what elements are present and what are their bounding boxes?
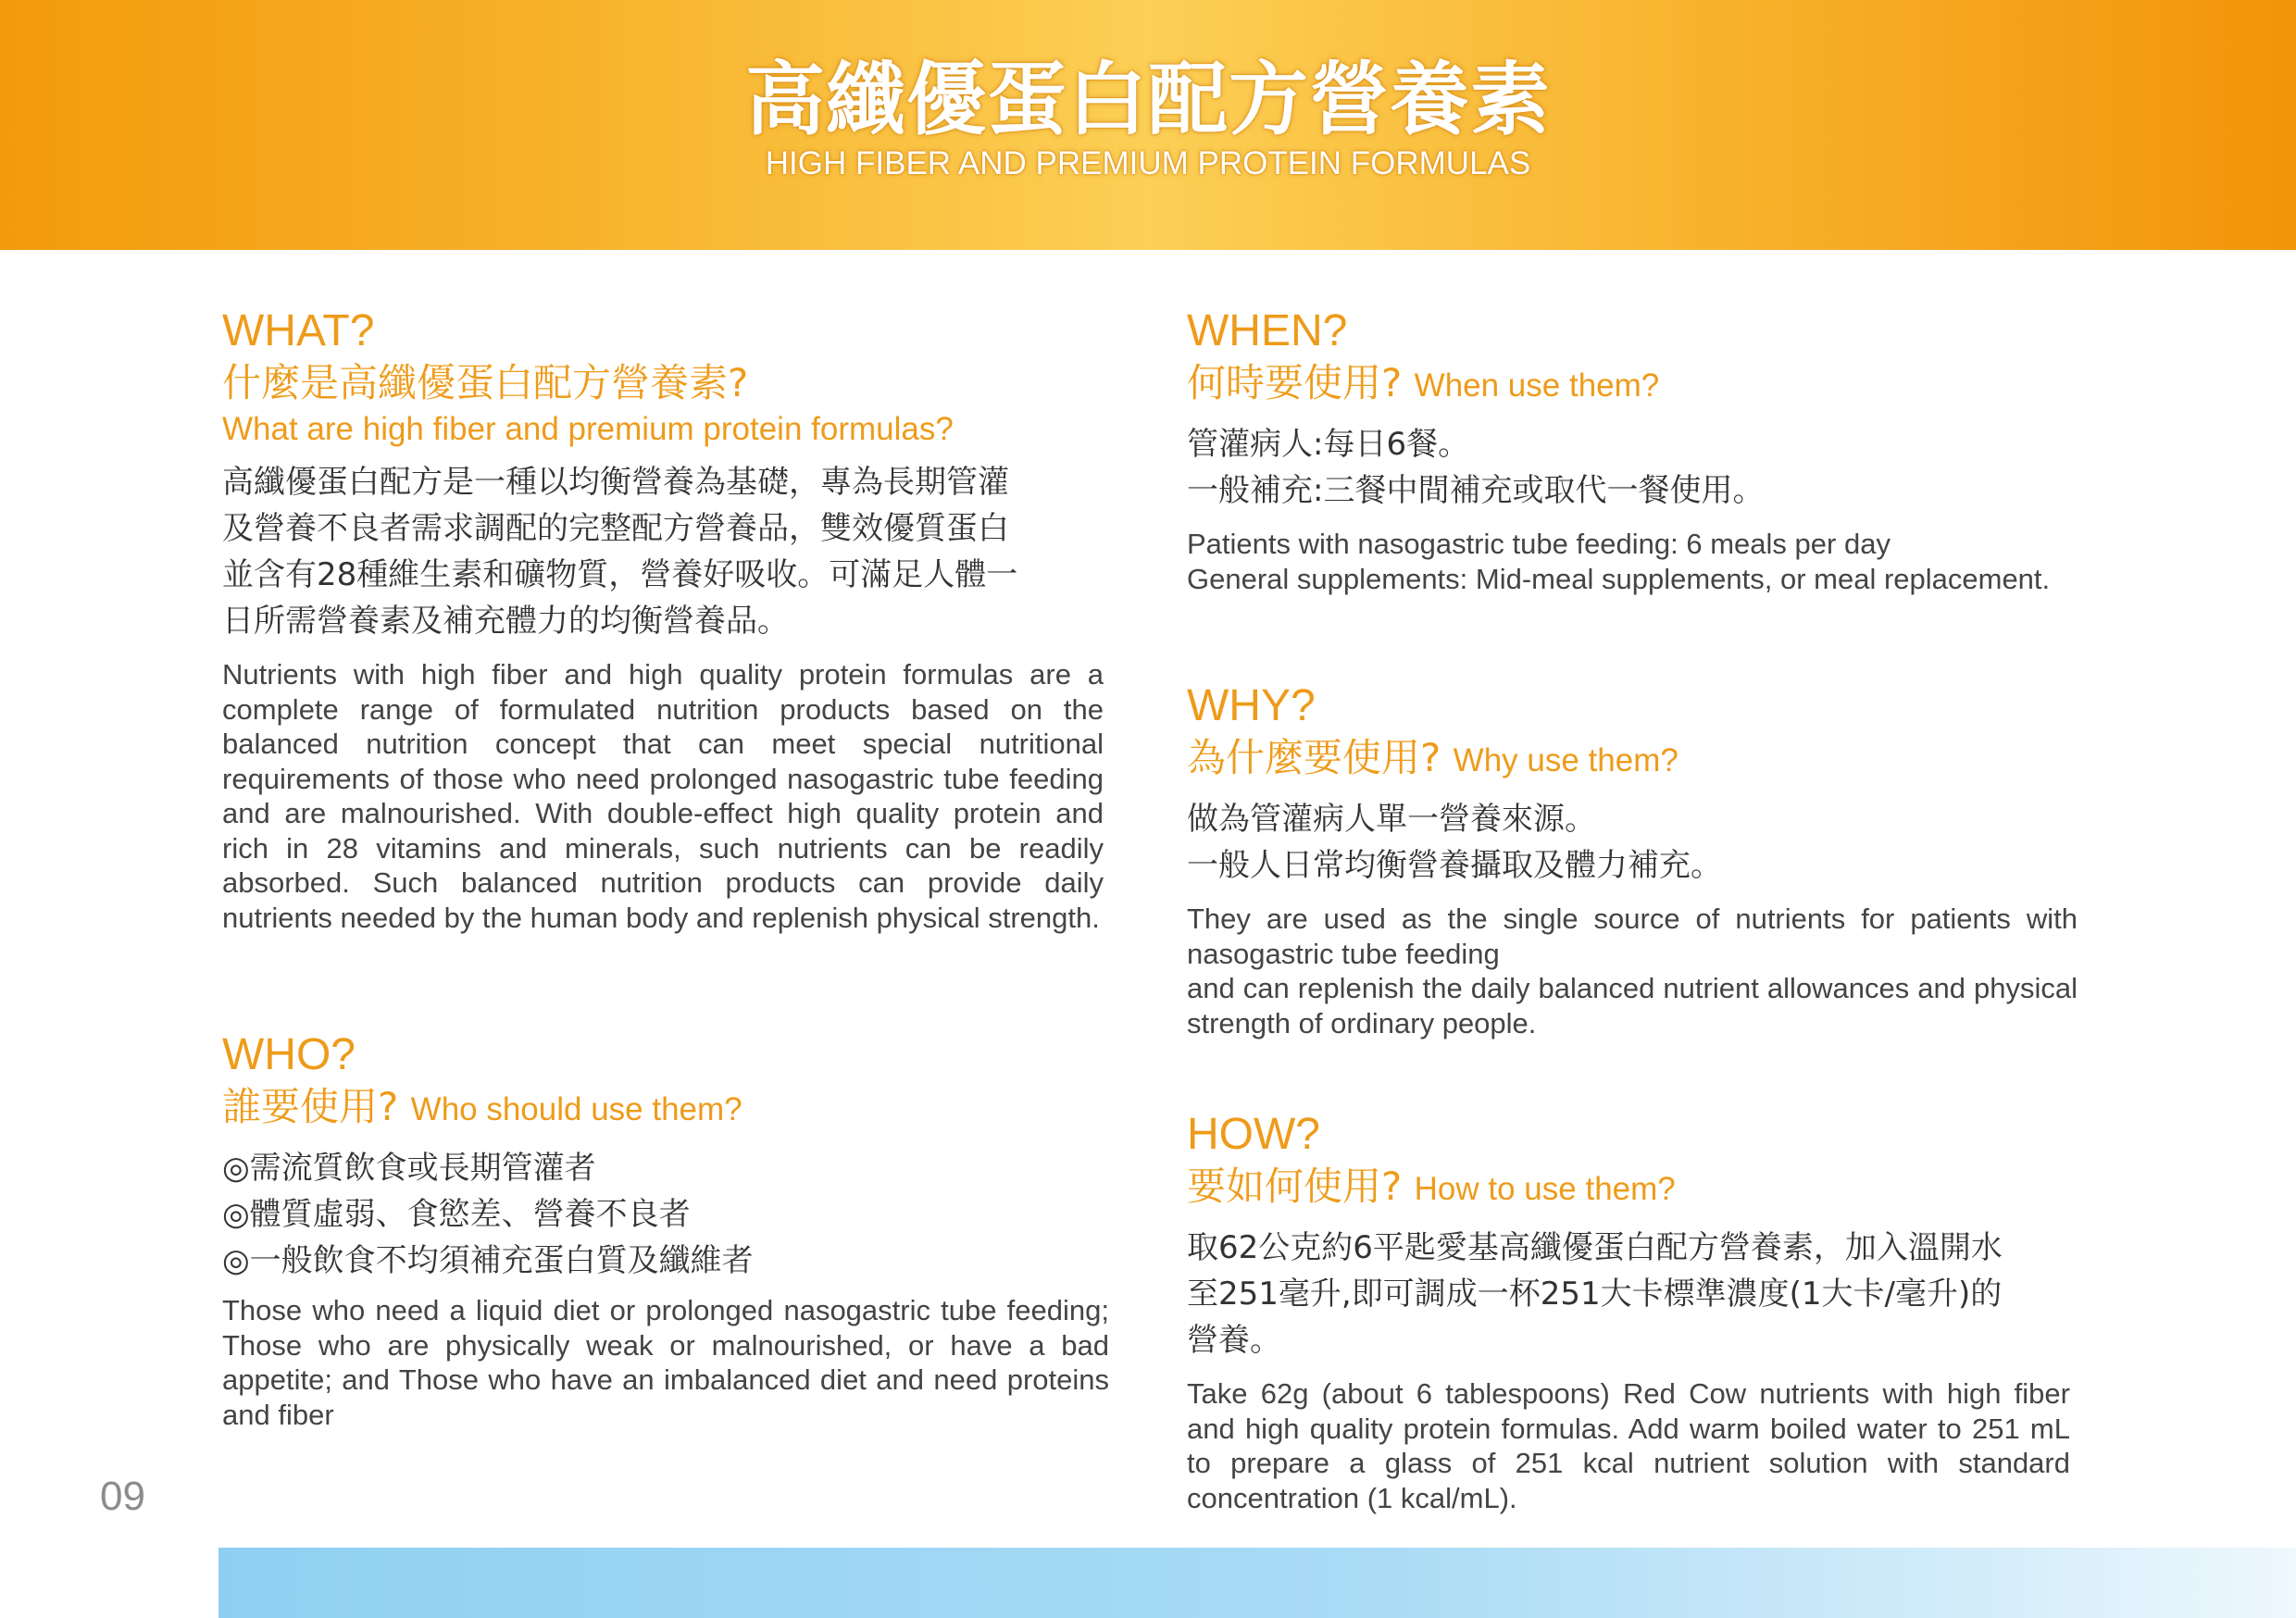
when-section [1187, 305, 2085, 596]
bottom-color-band [218, 1548, 2296, 1618]
what-subheading-en: What are high fiber and premium protein formulas? [222, 411, 954, 447]
who-body-en: Those who need a liquid diet or prolonged nasogastric tube feeding; Those who are physically weak or malnourished, or have a bad appetite; and Those who have an imbalanced diet and need proteins and fiber [222, 1294, 1109, 1431]
who-subheading [222, 1081, 1109, 1136]
why-heading: WHY? [1187, 681, 1316, 730]
what-subheading-zh: 什麼是高纖優蛋白配方營養素? [222, 360, 749, 405]
why-body-en-line: and can replenish the daily balanced nutrient allowances and physical strength of ordinary people. [1187, 972, 2078, 1039]
how-subheading [1187, 1161, 2070, 1215]
when-subheading-en: When use them? [1414, 367, 1660, 404]
who-body-zh [222, 1145, 1109, 1284]
why-subheading-en: Why use them? [1453, 742, 1678, 778]
why-body-zh-line: 做為管灌病人單一營養來源。 [1187, 801, 1596, 838]
when-body-en-line: Patients with nasogastric tube feeding: 6 meals per day [1187, 528, 1890, 560]
how-subheading-en: How to use them? [1414, 1171, 1676, 1207]
how-subheading-zh: 要如何使用? [1187, 1164, 1403, 1209]
how-heading: HOW? [1187, 1110, 1320, 1159]
header-banner [0, 0, 2296, 250]
why-body-zh [1187, 796, 2078, 889]
what-body-zh [222, 459, 1104, 644]
what-body-zh-line: 並含有28種維生素和礦物質，營養好吸收。可滿足人體一 [222, 556, 1018, 593]
banner-title: 高纖優蛋白配方營養素 [745, 54, 1551, 146]
who-section [222, 1029, 1109, 1432]
why-body-en [1187, 902, 2078, 1040]
page-number: 09 [100, 1474, 145, 1519]
when-subheading-zh: 何時要使用? [1187, 360, 1403, 405]
why-subheading-zh: 為什麼要使用? [1187, 735, 1441, 780]
what-body-zh-line: 日所需營養素及補充體力的均衡營養品。 [222, 603, 789, 640]
how-body-en: Take 62g (about 6 tablespoons) Red Cow nutrients with high fiber and high quality protein formulas. Add warm boiled water to 251 mL to prepare a glass of 251 kcal nutrient solution with standard concentration (1 kcal/mL). [1187, 1377, 2070, 1514]
how-body-zh-line: 取62公克約6平匙愛基高纖優蛋白配方營養素，加入溫開水 [1187, 1229, 2003, 1266]
who-heading: WHO? [222, 1030, 356, 1079]
when-body-zh-line: 一般補充:三餐中間補充或取代一餐使用。 [1187, 472, 1765, 509]
how-body-zh [1187, 1225, 2070, 1363]
when-body-en-line: General supplements: Mid-meal supplements, or meal replacement. [1187, 562, 2051, 595]
who-subheading-zh: 誰要使用? [222, 1084, 399, 1129]
what-body-en: Nutrients with high fiber and high quality protein formulas are a complete range of formulated nutrition products based on the balanced nutrition concept that can meet special nutritional requirements of those who need prolonged nasogastric tube feeding and are malnourished. With double-effect high quality protein and rich in 28 vitamins and minerals, such nutrients can be readily absorbed. Such balanced nutrition products can provide daily nutrients needed by the human body and replenish physical strength. [222, 658, 1104, 934]
why-body-en-line: They are used as the single source of nutrients for patients with nasogastric tube feeding [1187, 902, 2078, 970]
who-subheading-en: Who should use them? [410, 1091, 742, 1127]
how-body-zh-line: 營養。 [1187, 1322, 1281, 1359]
what-heading: WHAT? [222, 306, 375, 355]
who-body-zh-line: ◎一般飲食不均須補充蛋白質及纖維者 [222, 1242, 754, 1279]
when-body-zh-line: 管灌病人:每日6餐。 [1187, 426, 1470, 463]
when-body-zh [1187, 421, 2085, 514]
why-section [1187, 680, 2078, 1040]
what-body-zh-line: 高纖優蛋白配方是一種以均衡營養為基礎，專為長期管灌 [222, 464, 1009, 501]
when-subheading [1187, 357, 2085, 412]
why-body-zh-line: 一般人日常均衡營養攝取及體力補充。 [1187, 847, 1722, 884]
when-body-en [1187, 527, 2085, 596]
when-heading: WHEN? [1187, 306, 1348, 355]
who-body-zh-line: ◎需流質飲食或長期管灌者 [222, 1150, 596, 1187]
who-body-zh-line: ◎體質虛弱、食慾差、營養不良者 [222, 1196, 691, 1233]
how-section [1187, 1109, 2070, 1515]
what-body-zh-line: 及營養不良者需求調配的完整配方營養品，雙效優質蛋白 [222, 510, 1009, 547]
banner-subtitle: HIGH FIBER AND PREMIUM PROTEIN FORMULAS [765, 145, 1531, 181]
how-body-zh-line: 至251毫升,即可調成一杯251大卡標準濃度(1大卡/毫升)的 [1187, 1276, 2003, 1313]
what-section [222, 305, 1104, 935]
why-subheading [1187, 732, 2078, 787]
